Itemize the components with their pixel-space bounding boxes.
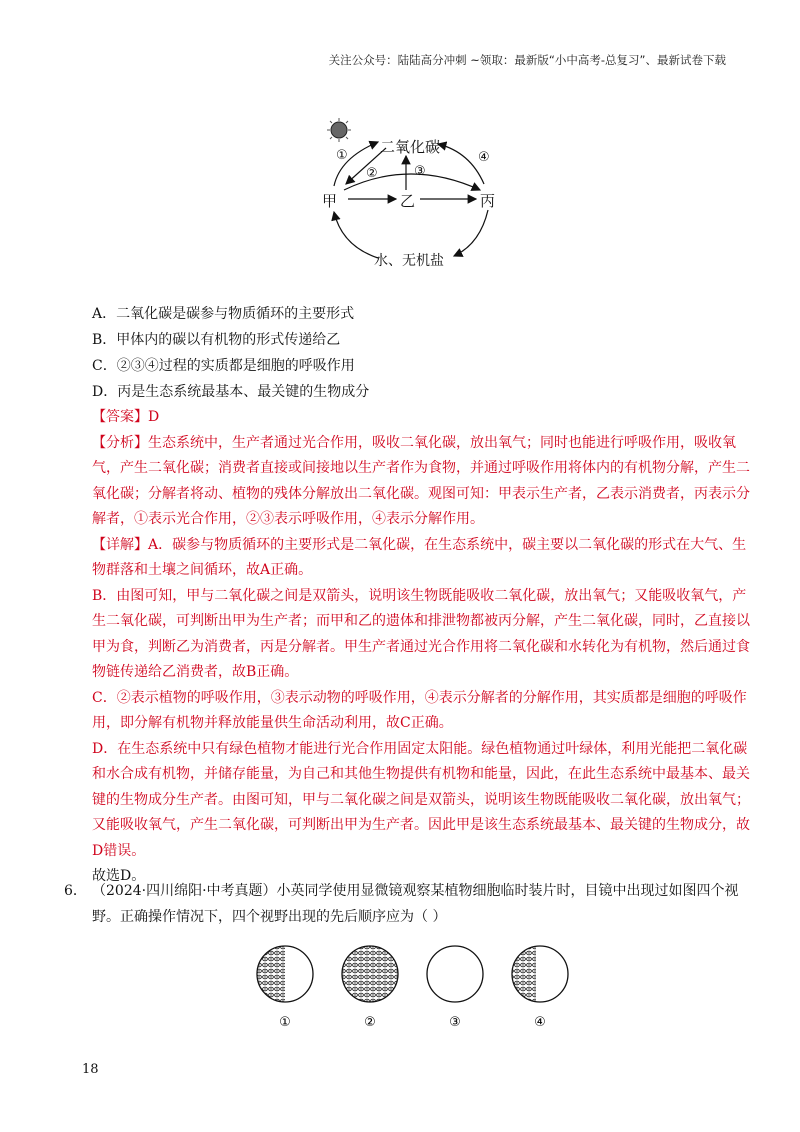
microscope-views xyxy=(250,944,580,1034)
answer-options xyxy=(92,301,369,405)
view-1-label: ① xyxy=(279,1015,291,1030)
conclusion-text: 故选D。 xyxy=(92,868,146,884)
detail-a-paragraph: 【详解】A．碳参与物质循环的主要形式是二氧化碳，在生态系统中，碳主要以二氧化碳的形式在大气、生物群落和土壤之间循环，故A正确。 xyxy=(92,536,747,578)
label-process-4: ④ xyxy=(478,150,490,165)
view-4-label: ④ xyxy=(534,1015,546,1030)
node-jia: 甲 xyxy=(322,192,338,210)
answer-explanation xyxy=(92,405,752,890)
detail-c-paragraph: C．②表示植物的呼吸作用，③表示动物的呼吸作用，④表示分解者的分解作用，其实质都是细胞的呼吸作用，即分解有机物并释放能量供生命活动利用，故C正确。 xyxy=(92,689,747,731)
view-1 xyxy=(257,946,313,1002)
carbon-cycle-diagram xyxy=(320,118,510,270)
option-b: B．甲体内的碳以有机物的形式传递给乙 xyxy=(92,332,341,348)
view-2 xyxy=(342,946,398,1002)
view-4 xyxy=(512,946,568,1002)
question-6 xyxy=(64,878,754,930)
option-a: A．二氧化碳是碳参与物质循环的主要形式 xyxy=(92,306,355,322)
view-3 xyxy=(427,946,483,1002)
sun-icon xyxy=(327,118,351,142)
detail-d-paragraph: D．在生态系统中只有绿色植物才能进行光合作用固定太阳能。绿色植物通过叶绿体，利用光能把二氧化碳和水合成有机物，并储存能量，为自己和其他生物提供有机物和能量，因此，在此生态系统中最基本、最关键的生物成分生产者。由图可知，甲与二氧化碳之间是双箭头，说明该生物既能吸收二氧化碳，放出氧气；又能吸收氧气，产生二氧化碳，可判断出甲为生产者。因此甲是该生态系统最基本、最关键的生物成分，故D错误。 xyxy=(92,740,750,859)
node-yi: 乙 xyxy=(400,192,416,210)
page-number: 18 xyxy=(82,1062,99,1077)
view-3-label: ③ xyxy=(449,1015,461,1030)
analysis-paragraph: 【分析】生态系统中，生产者通过光合作用，吸收二氧化碳，放出氧气；同时也能进行呼吸作用，吸收氧气，产生二氧化碳；消费者直接或间接地以生产者作为食物，并通过呼吸作用将体内的有机物分解，产生二氧化碳；分解者将动、植物的残体分解放出二氧化碳。观图可知：甲表示生产者，乙表示消费者，丙表示分解者，①表示光合作用，②③表示呼吸作用，④表示分解作用。 xyxy=(92,434,750,527)
option-c: C．②③④过程的实质都是细胞的呼吸作用 xyxy=(92,358,355,374)
node-water-minerals: 水、无机盐 xyxy=(374,253,444,269)
page-header: 关注公众号：陆陆高分冲刺 ~领取：最新版“小中高考-总复习”、最新试卷下载 xyxy=(328,53,726,67)
detail-b-paragraph: B．由图可知，甲与二氧化碳之间是双箭头，说明该生物既能吸收二氧化碳，放出氧气；又能吸收氧气，产生二氧化碳，可判断出甲为生产者；而甲和乙的遗体和排泄物都被丙分解，产生二氧化碳，同时，乙直接以甲为食，判断乙为消费者，丙是分解者。甲生产者通过光合作用将二氧化碳和水转化为有机物，然后通过食物链传递给乙消费者，故B正确。 xyxy=(92,587,750,680)
view-2-label: ② xyxy=(364,1015,376,1030)
option-d: D．丙是生态系统最基本、最关键的生物成分 xyxy=(92,384,370,400)
label-process-2: ② xyxy=(366,166,378,181)
node-co2: 二氧化碳 xyxy=(380,138,441,156)
question-text: （2024·四川绵阳·中考真题）小英同学使用显微镜观察某植物细胞临时装片时，目镜中出现过如图四个视野。正确操作情况下，四个视野出现的先后顺序应为（ ） xyxy=(92,883,739,925)
label-process-1: ① xyxy=(336,148,348,163)
label-process-3: ③ xyxy=(414,164,426,179)
question-number: 6． xyxy=(64,883,87,899)
answer-label: 【答案】D xyxy=(92,409,160,425)
node-bing: 丙 xyxy=(480,192,496,210)
